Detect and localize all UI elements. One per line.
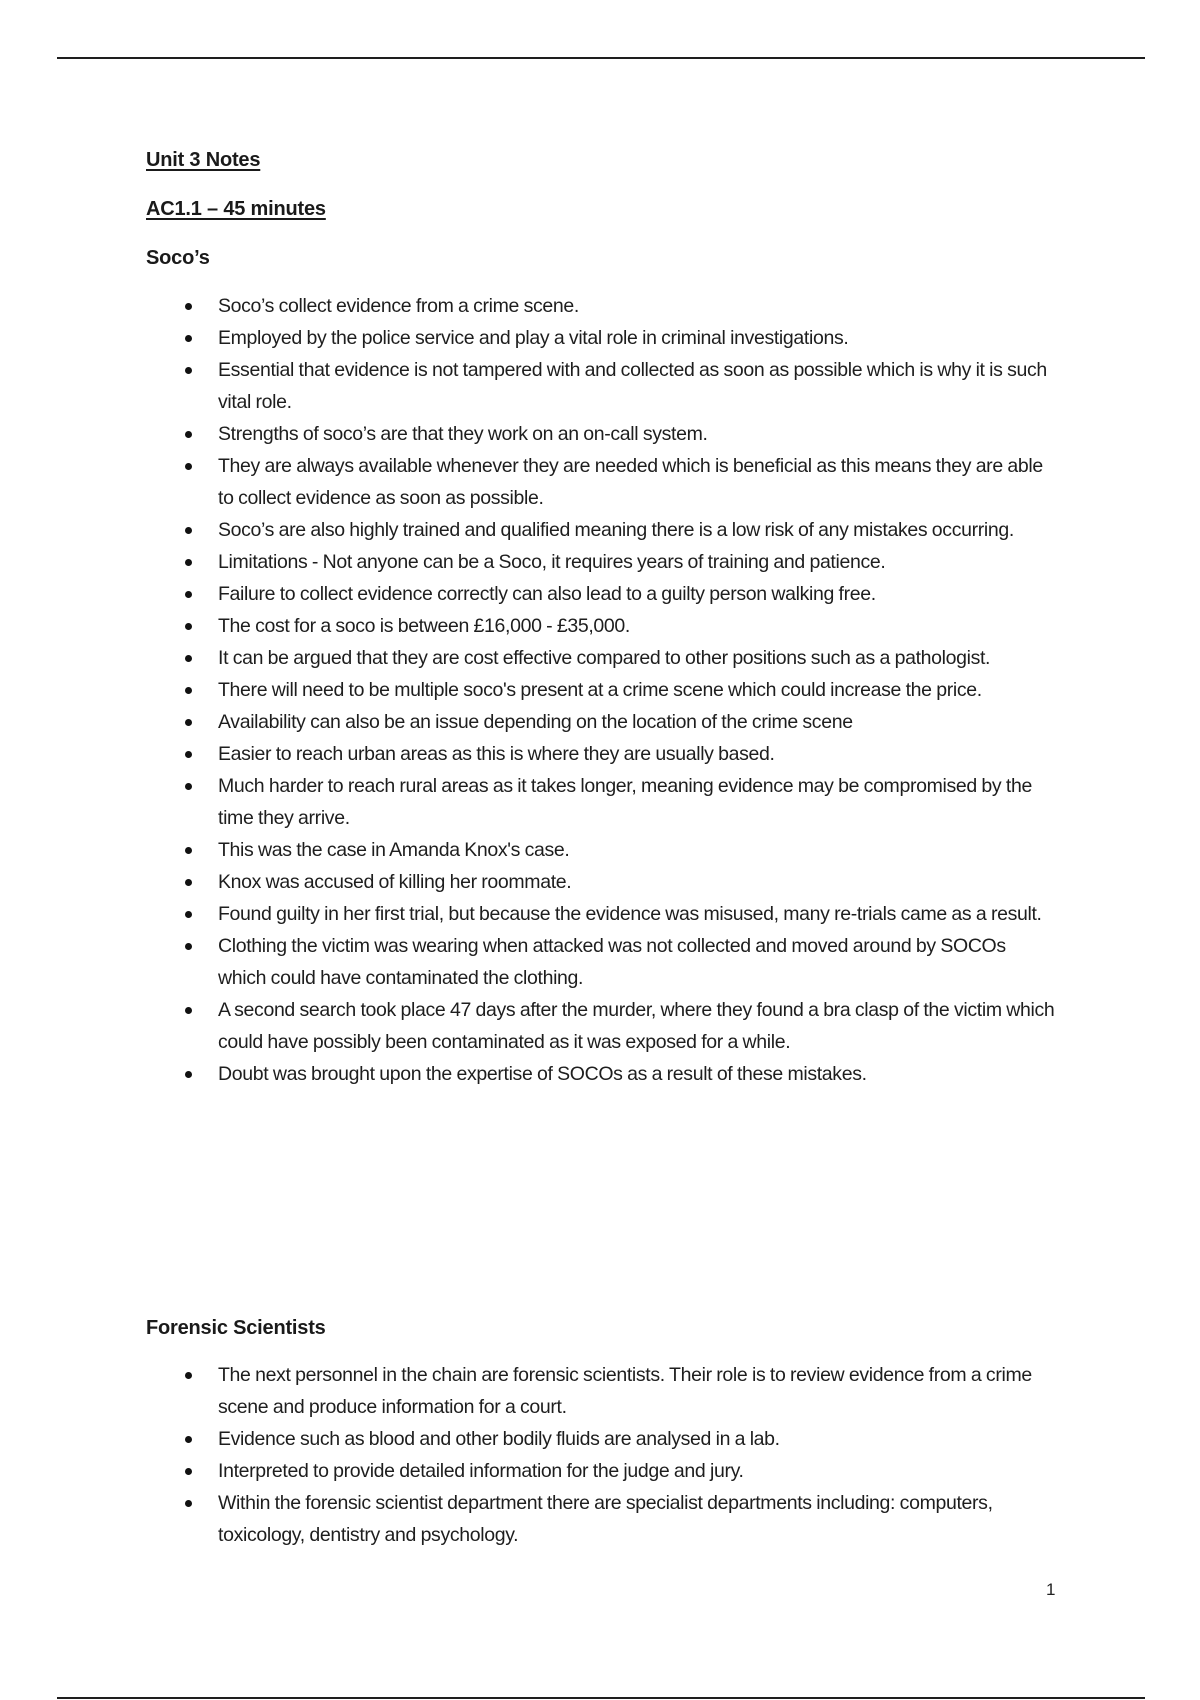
bullet-icon (185, 1372, 192, 1379)
bullet-icon (185, 687, 192, 694)
list-item: Soco’s collect evidence from a crime scene. (146, 290, 1056, 322)
list-item: The next personnel in the chain are forensic scientists. Their role is to review evidence from a crime scene and produce information for a court. (146, 1359, 1056, 1423)
header-rule (57, 57, 1145, 59)
document-subtitle: AC1.1 – 45 minutes (146, 198, 326, 220)
bullet-icon (185, 367, 192, 374)
bullet-icon (185, 879, 192, 886)
list-item: There will need to be multiple soco's present at a crime scene which could increase the price. (146, 674, 1056, 706)
bullet-icon (185, 463, 192, 470)
list-item: The cost for a soco is between £16,000 - £35,000. (146, 610, 1056, 642)
forensic-scientists-bullet-list (146, 1359, 1056, 1551)
list-item: It can be argued that they are cost effective compared to other positions such as a pathologist. (146, 642, 1056, 674)
bullet-icon (185, 1071, 192, 1078)
list-item: Found guilty in her first trial, but because the evidence was misused, many re-trials came as a result. (146, 898, 1056, 930)
document-title: Unit 3 Notes (146, 149, 261, 171)
bullet-icon (185, 783, 192, 790)
bullet-icon (185, 591, 192, 598)
list-item: Clothing the victim was wearing when attacked was not collected and moved around by SOCOs which could have contaminated the clothing. (146, 930, 1056, 994)
list-item: Easier to reach urban areas as this is where they are usually based. (146, 738, 1056, 770)
page-number: 1 (1046, 1580, 1056, 1599)
list-item: Failure to collect evidence correctly can also lead to a guilty person walking free. (146, 578, 1056, 610)
bullet-icon (185, 431, 192, 438)
bullet-icon (185, 303, 192, 310)
list-item: Essential that evidence is not tampered with and collected as soon as possible which is why it is such vital role. (146, 354, 1056, 418)
bullet-icon (185, 335, 192, 342)
list-item: Doubt was brought upon the expertise of SOCOs as a result of these mistakes. (146, 1058, 1056, 1090)
bullet-icon (185, 719, 192, 726)
section-heading-forensic-scientists: Forensic Scientists (146, 1317, 326, 1339)
bullet-icon (185, 847, 192, 854)
list-item: Within the forensic scientist department there are specialist departments including: computers, toxicology, dentistry and psychology. (146, 1487, 1056, 1551)
bullet-icon (185, 1436, 192, 1443)
section-heading-socos: Soco’s (146, 247, 210, 269)
list-item: This was the case in Amanda Knox's case. (146, 834, 1056, 866)
list-item: Limitations - Not anyone can be a Soco, it requires years of training and patience. (146, 546, 1056, 578)
list-item: Much harder to reach rural areas as it takes longer, meaning evidence may be compromised by the time they arrive. (146, 770, 1056, 834)
list-item: Evidence such as blood and other bodily fluids are analysed in a lab. (146, 1423, 1056, 1455)
footer-rule (57, 1697, 1145, 1699)
bullet-icon (185, 1007, 192, 1014)
socos-bullet-list (146, 290, 1056, 1090)
list-item: Interpreted to provide detailed information for the judge and jury. (146, 1455, 1056, 1487)
bullet-icon (185, 1468, 192, 1475)
list-item: Soco’s are also highly trained and qualified meaning there is a low risk of any mistakes occurring. (146, 514, 1056, 546)
bullet-icon (185, 1500, 192, 1507)
list-item: Knox was accused of killing her roommate. (146, 866, 1056, 898)
bullet-icon (185, 559, 192, 566)
bullet-icon (185, 751, 192, 758)
bullet-icon (185, 911, 192, 918)
list-item: Employed by the police service and play a vital role in criminal investigations. (146, 322, 1056, 354)
list-item: They are always available whenever they are needed which is beneficial as this means they are able to collect evidence as soon as possible. (146, 450, 1056, 514)
bullet-icon (185, 943, 192, 950)
list-item: A second search took place 47 days after the murder, where they found a bra clasp of the victim which could have possibly been contaminated as it was exposed for a while. (146, 994, 1056, 1058)
bullet-icon (185, 623, 192, 630)
list-item: Strengths of soco’s are that they work on an on-call system. (146, 418, 1056, 450)
bullet-icon (185, 527, 192, 534)
list-item: Availability can also be an issue depending on the location of the crime scene (146, 706, 1056, 738)
bullet-icon (185, 655, 192, 662)
